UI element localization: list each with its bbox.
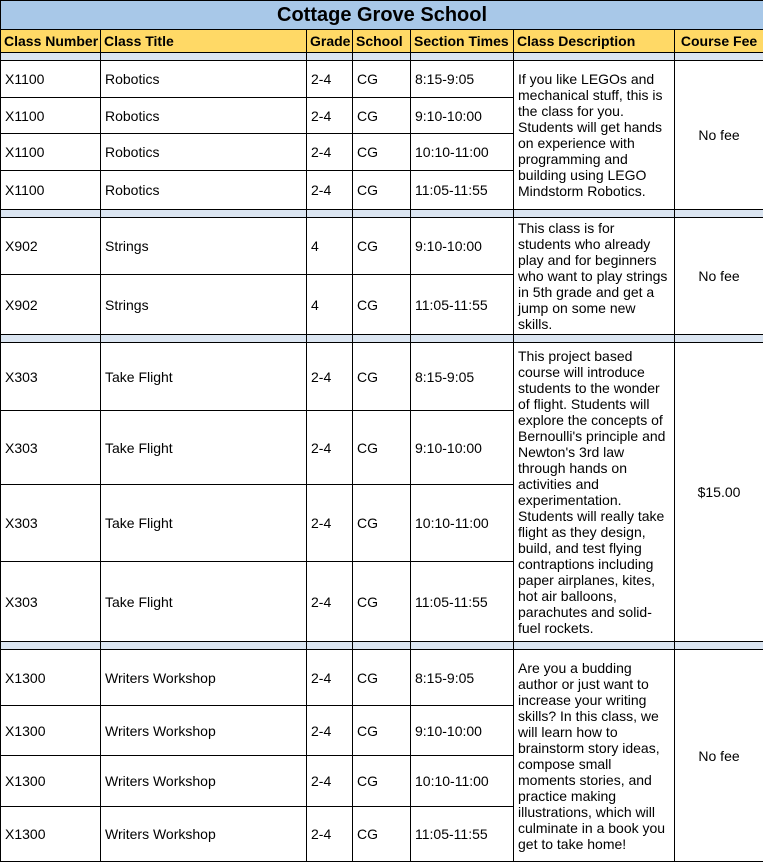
school-cell: CG — [353, 218, 411, 275]
separator-cell — [101, 335, 307, 343]
class-number-cell: X1300 — [1, 706, 101, 756]
class-title-cell: Strings — [101, 275, 307, 335]
class-title-cell: Writers Workshop — [101, 650, 307, 706]
grade-cell: 2-4 — [307, 171, 353, 210]
section-time-cell: 9:10-10:00 — [411, 218, 514, 275]
class-number-cell: X902 — [1, 218, 101, 275]
separator-cell — [675, 335, 763, 343]
separator-cell — [675, 642, 763, 650]
separator-cell — [1, 642, 101, 650]
group-separator — [1, 642, 763, 650]
header-course-fee: Course Fee — [675, 30, 763, 53]
school-cell: CG — [353, 756, 411, 807]
school-cell: CG — [353, 98, 411, 134]
header-class-number: Class Number — [1, 30, 101, 53]
class-number-cell: X1300 — [1, 650, 101, 706]
class-number-cell: X303 — [1, 343, 101, 411]
separator-cell — [514, 335, 675, 343]
grade-cell: 2-4 — [307, 807, 353, 862]
class-number-cell: X902 — [1, 275, 101, 335]
class-title-cell: Robotics — [101, 171, 307, 210]
section-time-cell: 11:05-11:55 — [411, 562, 514, 642]
class-number-cell: X1300 — [1, 807, 101, 862]
separator-cell — [307, 642, 353, 650]
header-grade: Grade — [307, 30, 353, 53]
table-row — [1, 343, 763, 411]
school-cell: CG — [353, 134, 411, 171]
class-number-cell: X1100 — [1, 134, 101, 171]
grade-cell: 2-4 — [307, 706, 353, 756]
grade-cell: 2-4 — [307, 134, 353, 171]
separator-cell — [411, 642, 514, 650]
group-separator — [1, 53, 763, 61]
grade-cell: 2-4 — [307, 98, 353, 134]
class-number-cell: X303 — [1, 485, 101, 562]
separator-cell — [1, 53, 101, 61]
school-cell: CG — [353, 411, 411, 485]
separator-cell — [101, 642, 307, 650]
class-number-cell: X1100 — [1, 171, 101, 210]
class-title-cell: Take Flight — [101, 485, 307, 562]
separator-cell — [1, 335, 101, 343]
class-description-cell: This project based course will introduce students to the wonder of flight. Students will explore the concepts of Bernoulli's principle and Newton's 3rd law through hands on activities and experimentation. Students will really take flight as they design, build, and test flying contraptions including paper airplanes, kites, hot air balloons, parachutes and solid-fuel rockets. — [514, 343, 675, 642]
separator-cell — [353, 335, 411, 343]
school-cell: CG — [353, 171, 411, 210]
class-number-cell: X1100 — [1, 98, 101, 134]
separator-cell — [307, 210, 353, 218]
section-time-cell: 10:10-11:00 — [411, 485, 514, 562]
grade-cell: 2-4 — [307, 650, 353, 706]
class-title-cell: Take Flight — [101, 562, 307, 642]
school-cell: CG — [353, 485, 411, 562]
group-separator — [1, 210, 763, 218]
grade-cell: 4 — [307, 218, 353, 275]
class-title-cell: Robotics — [101, 61, 307, 98]
section-time-cell: 9:10-10:00 — [411, 411, 514, 485]
separator-cell — [353, 642, 411, 650]
class-description-cell: Are you a budding author or just want to increase your writing skills? In this class, we will learn how to brainstorm story ideas, compose small moments stories, and practice making illustrations, which will culminate in a book you get to take home! — [514, 650, 675, 862]
course-fee-cell: No fee — [675, 218, 763, 335]
section-time-cell: 9:10-10:00 — [411, 706, 514, 756]
section-time-cell: 8:15-9:05 — [411, 650, 514, 706]
separator-cell — [675, 210, 763, 218]
section-time-cell: 11:05-11:55 — [411, 171, 514, 210]
grade-cell: 2-4 — [307, 343, 353, 411]
school-cell: CG — [353, 343, 411, 411]
school-cell: CG — [353, 706, 411, 756]
separator-cell — [101, 53, 307, 61]
separator-cell — [411, 53, 514, 61]
course-fee-cell: No fee — [675, 650, 763, 862]
separator-cell — [307, 335, 353, 343]
section-time-cell: 11:05-11:55 — [411, 807, 514, 862]
class-title-cell: Writers Workshop — [101, 807, 307, 862]
separator-cell — [514, 642, 675, 650]
class-title-cell: Take Flight — [101, 411, 307, 485]
class-description-cell: If you like LEGOs and mechanical stuff, this is the class for you. Students will get hands on experience with programming and building using LEGO Mindstorm Robotics. — [514, 61, 675, 210]
school-cell: CG — [353, 61, 411, 98]
class-number-cell: X1100 — [1, 61, 101, 98]
grade-cell: 2-4 — [307, 485, 353, 562]
header-school: School — [353, 30, 411, 53]
class-description-cell: This class is for students who already play and for beginners who want to play strings in 5th grade and get a jump on some new skills. — [514, 218, 675, 335]
grade-cell: 2-4 — [307, 61, 353, 98]
class-title-cell: Robotics — [101, 134, 307, 171]
header-class-title: Class Title — [101, 30, 307, 53]
school-cell: CG — [353, 562, 411, 642]
section-time-cell: 9:10-10:00 — [411, 98, 514, 134]
header-row — [1, 30, 763, 53]
header-section-times: Section Times — [411, 30, 514, 53]
section-time-cell: 10:10-11:00 — [411, 756, 514, 807]
class-number-cell: X303 — [1, 411, 101, 485]
class-title-cell: Strings — [101, 218, 307, 275]
class-number-cell: X1300 — [1, 756, 101, 807]
section-time-cell: 11:05-11:55 — [411, 275, 514, 335]
class-title-cell: Robotics — [101, 98, 307, 134]
school-cell: CG — [353, 807, 411, 862]
separator-cell — [411, 335, 514, 343]
class-title-cell: Writers Workshop — [101, 756, 307, 807]
grade-cell: 2-4 — [307, 756, 353, 807]
class-title-cell: Take Flight — [101, 343, 307, 411]
separator-cell — [675, 53, 763, 61]
separator-cell — [1, 210, 101, 218]
section-time-cell: 8:15-9:05 — [411, 343, 514, 411]
school-title: Cottage Grove School — [1, 1, 763, 30]
table-row — [1, 650, 763, 706]
separator-cell — [353, 53, 411, 61]
grade-cell: 2-4 — [307, 411, 353, 485]
section-time-cell: 10:10-11:00 — [411, 134, 514, 171]
separator-cell — [514, 53, 675, 61]
header-class-description: Class Description — [514, 30, 675, 53]
school-cell: CG — [353, 650, 411, 706]
grade-cell: 4 — [307, 275, 353, 335]
grade-cell: 2-4 — [307, 562, 353, 642]
separator-cell — [411, 210, 514, 218]
class-number-cell: X303 — [1, 562, 101, 642]
separator-cell — [353, 210, 411, 218]
separator-cell — [514, 210, 675, 218]
separator-cell — [307, 53, 353, 61]
class-title-cell: Writers Workshop — [101, 706, 307, 756]
course-fee-cell: No fee — [675, 61, 763, 210]
table-row — [1, 61, 763, 98]
section-time-cell: 8:15-9:05 — [411, 61, 514, 98]
school-cell: CG — [353, 275, 411, 335]
separator-cell — [101, 210, 307, 218]
course-fee-cell: $15.00 — [675, 343, 763, 642]
group-separator — [1, 335, 763, 343]
table-row — [1, 218, 763, 275]
